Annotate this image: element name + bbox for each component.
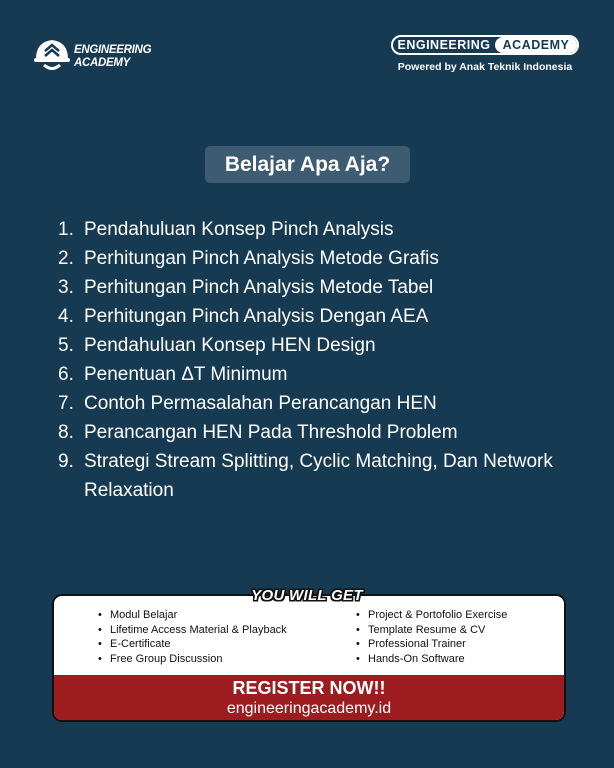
brand-logo bbox=[32, 34, 152, 78]
register-url[interactable]: engineeringacademy.id bbox=[226, 699, 392, 717]
topic-text: Perhitungan Pinch Analysis Dengan AEA bbox=[84, 306, 429, 327]
topic-text: Pendahuluan Konsep HEN Design bbox=[84, 335, 376, 356]
topic-number: 4. bbox=[58, 306, 74, 327]
benefits-right-list bbox=[368, 608, 507, 666]
benefit-item: • E-Certificate bbox=[110, 637, 287, 652]
topic-item bbox=[58, 360, 558, 389]
topic-list bbox=[58, 215, 558, 505]
logo-line-1: ENGINEERING bbox=[74, 44, 152, 56]
topic-text: Penentuan ΔT Minimum bbox=[84, 364, 288, 385]
topic-item bbox=[58, 331, 558, 360]
benefit-item: • Project & Portofolio Exercise bbox=[368, 608, 507, 623]
benefit-item: • Hands-On Software bbox=[368, 652, 507, 667]
topic-number: 8. bbox=[58, 422, 74, 443]
topic-number: 5. bbox=[58, 335, 74, 356]
section-heading: Belajar Apa Aja? bbox=[205, 146, 410, 183]
topic-text: Contoh Permasalahan Perancangan HEN bbox=[84, 393, 437, 414]
brand-pill bbox=[391, 35, 579, 55]
topic-text: Perancangan HEN Pada Threshold Problem bbox=[84, 422, 458, 443]
topic-number: 2. bbox=[58, 248, 74, 269]
topic-item bbox=[58, 447, 558, 505]
topic-number: 6. bbox=[58, 364, 74, 385]
helmet-icon bbox=[32, 34, 72, 74]
logo-line-2: ACADEMY bbox=[74, 57, 131, 69]
topic-text: Perhitungan Pinch Analysis Metode Tabel bbox=[84, 277, 434, 298]
topic-item bbox=[58, 273, 558, 302]
logo-wordmark bbox=[74, 44, 151, 70]
topic-text: Strategi Stream Splitting, Cyclic Matching, Dan Network Relaxation bbox=[84, 451, 553, 501]
topic-item bbox=[58, 418, 558, 447]
topic-item bbox=[58, 302, 558, 331]
benefits-left-list bbox=[110, 608, 287, 666]
benefit-item: • Professional Trainer bbox=[368, 637, 507, 652]
powered-by-text: Powered by Anak Teknik Indonesia bbox=[397, 61, 573, 73]
benefit-item: • Lifetime Access Material & Playback bbox=[110, 623, 287, 638]
register-banner[interactable] bbox=[54, 675, 564, 720]
topic-item bbox=[58, 215, 558, 244]
benefits-title: YOU WILL GET bbox=[251, 587, 363, 604]
topic-number: 3. bbox=[58, 277, 74, 298]
pill-right-text: ACADEMY bbox=[495, 37, 577, 53]
topic-number: 9. bbox=[58, 451, 74, 472]
benefits-body bbox=[54, 596, 564, 676]
topic-number: 7. bbox=[58, 393, 74, 414]
pill-left-text: ENGINEERING bbox=[397, 38, 491, 52]
benefit-item: • Modul Belajar bbox=[110, 608, 287, 623]
topic-number: 1. bbox=[58, 219, 74, 240]
benefit-item: • Free Group Discussion bbox=[110, 652, 287, 667]
topic-item bbox=[58, 389, 558, 418]
benefit-item: • Template Resume & CV bbox=[368, 623, 507, 638]
benefits-card bbox=[52, 594, 566, 722]
topic-text: Pendahuluan Konsep Pinch Analysis bbox=[84, 219, 394, 240]
register-title[interactable]: REGISTER NOW!! bbox=[232, 677, 386, 698]
topic-item bbox=[58, 244, 558, 273]
topic-text: Perhitungan Pinch Analysis Metode Grafis bbox=[84, 248, 439, 269]
